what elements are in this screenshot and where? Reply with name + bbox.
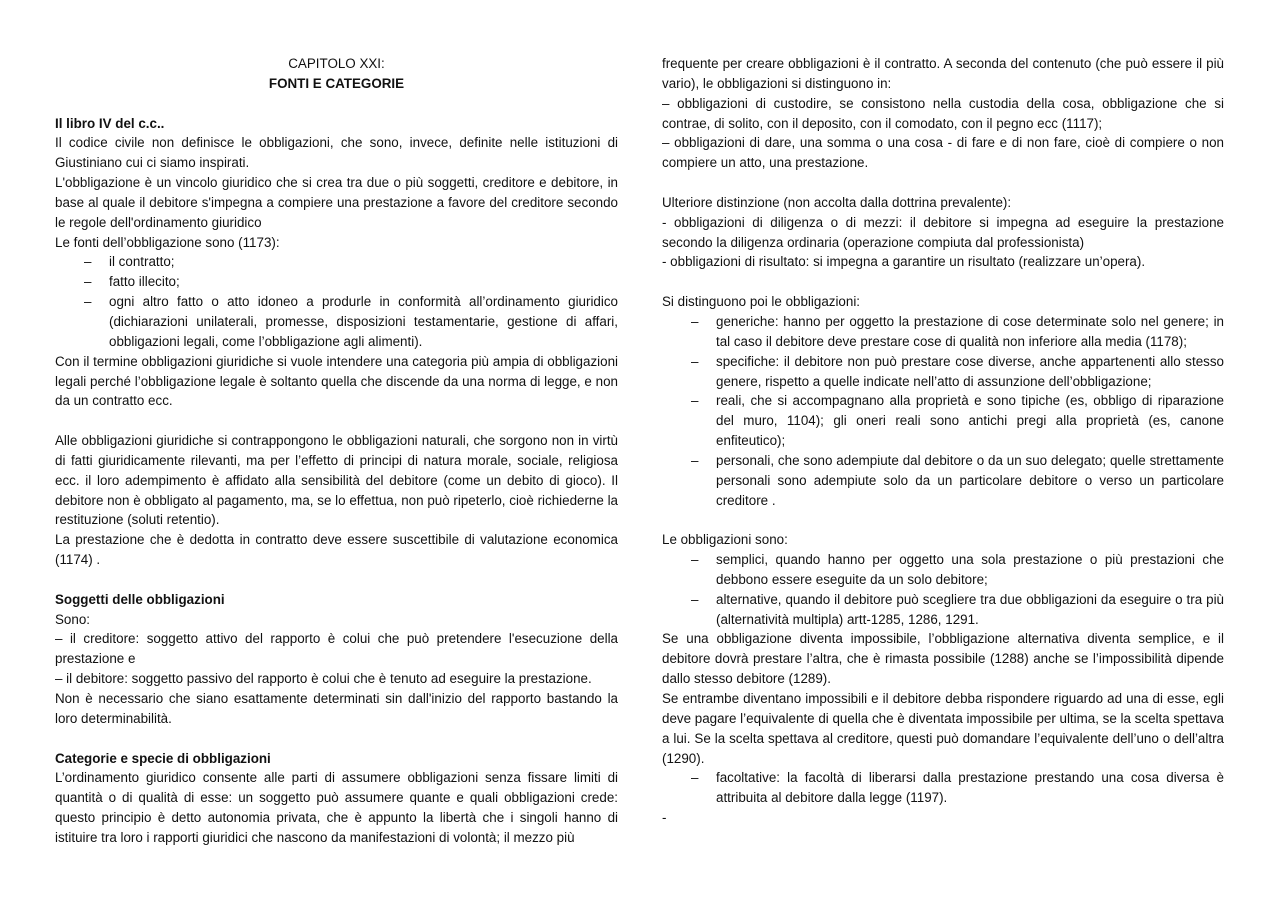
spacer [662, 173, 1224, 193]
paragraph: L’ordinamento giuridico consente alle parti di assumere obbligazioni senza fissare limiti di quantità o di qualità di esse: un soggetto può assumere quante e quali obbligazioni crede: questo principio è detto autonomia privata, che è appunto la libertà che i singoli hanno di istituire tra loro i rapporti giuridici che nascono da manifestazioni di volontà; il mezzo più [55, 770, 618, 845]
paragraph: Se una obbligazione diventa impossibile, l’obbligazione alternativa diventa semplice, e il debitore dovrà prestare l’altra, che è rimasta possibile (1288) anche se l’impossibilità dipende dallo stesso debitore (1289). [662, 631, 1224, 687]
paragraph: - obbligazioni di diligenza o di mezzi: il debitore si impegna ad eseguire la prestazione secondo la diligenza ordinaria (operazione compiuta dal professionista) [662, 214, 1224, 250]
paragraph: Sono: [55, 611, 90, 627]
chapter-title: FONTI E CATEGORIE [268, 75, 405, 91]
left-column [55, 54, 618, 848]
list-item: – reali, che si accompagnano alla proprietà e sono tipiche (es, obbligo di riparazione del muro, 1104); gli oneri reali sono antichi pregi alla proprietà (es, canone enfiteutico); [662, 391, 1224, 451]
list-item: – fatto illecito; [55, 272, 618, 292]
list-item: – il contratto; [55, 252, 618, 272]
right-column [662, 54, 1224, 828]
paragraph: Ulteriore distinzione (non accolta dalla dottrina prevalente): [662, 194, 1012, 210]
optional-list [662, 768, 1224, 808]
types-list [662, 312, 1224, 510]
paragraph: Con il termine obbligazioni giuridiche si vuole intendere una categoria più ampia di obbligazioni legali perché l’obbligazione legale è soltanto quella che discende da una norma di legge, e non da un contratto ecc. [55, 353, 618, 409]
list-item: – semplici, quando hanno per oggetto una sola prestazione o più prestazioni che debbono essere eseguite da un solo debitore; [662, 550, 1224, 590]
paragraph: Si distinguono poi le obbligazioni: [662, 294, 861, 310]
list-item: – specifiche: il debitore non può prestare cose diverse, anche appartenenti allo stesso genere, rispetto a quelle indicate nell’atto di assunzione dell’obbligazione; [662, 352, 1224, 392]
paragraph: L'obbligazione è un vincolo giuridico che si crea tra due o più soggetti, creditore e debitore, in base al quale il debitore s'impegna a compiere una prestazione a favore del creditore secondo le regole dell'ordinamento giuridico [55, 175, 618, 230]
spacer [662, 510, 1224, 530]
paragraph: Le obbligazioni sono: [662, 532, 788, 548]
spacer [55, 411, 618, 431]
sources-list [55, 252, 618, 351]
paragraph: frequente per creare obbligazioni è il contratto. A seconda del contenuto (che può essere il più vario), le obbligazioni si distinguono in: [662, 56, 1224, 91]
section-heading-libro-iv: Il libro IV del c.c.. [55, 115, 165, 131]
paragraph: – obbligazioni di dare, una somma o una cosa - di fare e di non fare, cioè di compiere o non compiere un atto, una prestazione. [662, 135, 1224, 171]
list-item: – generiche: hanno per oggetto la prestazione di cose determinate solo nel genere; in tal caso il debitore deve prestare cose di qualità non inferiore alla media (1178); [662, 312, 1224, 352]
kinds-list [662, 550, 1224, 629]
trailing-dash: - [662, 810, 667, 826]
paragraph: - obbligazioni di risultato: si impegna a garantire un risultato (realizzare un’opera). [662, 254, 1146, 270]
paragraph: Le fonti dell’obbligazione sono (1173): [55, 234, 280, 250]
section-heading-soggetti: Soggetti delle obbligazioni [55, 591, 225, 607]
list-item: – personali, che sono adempiute dal debitore o da un suo delegato; quelle strettamente personali sono adempiute solo da un particolare debitore o verso un particolare creditore . [662, 451, 1224, 511]
spacer [55, 729, 618, 749]
paragraph: Il codice civile non definisce le obbligazioni, che sono, invece, definite nelle istituzioni di Giustiniano cui ci siamo inspirati. [55, 135, 618, 171]
spacer [55, 94, 618, 114]
list-item: – alternative, quando il debitore può scegliere tra due obbligazioni da eseguire o tra più (alternatività multipla) artt-1285, 1286, 1291. [662, 590, 1224, 630]
spacer [662, 272, 1224, 292]
list-item: – ogni altro fatto o atto idoneo a produrle in conformità all’ordinamento giuridico (dichiarazioni unilaterali, promesse, disposizioni testamentarie, gestione di affari, obbligazioni legali, come l’obbligazione agli alimenti). [55, 292, 618, 352]
section-heading-categorie: Categorie e specie di obbligazioni [55, 750, 271, 766]
paragraph: Non è necessario che siano esattamente determinati sin dall'inizio del rapporto bastando la loro determinabilità. [55, 691, 618, 726]
paragraph: – obbligazioni di custodire, se consistono nella custodia della cosa, obbligazione che si contrae, di solito, con il deposito, con il comodato, con il pegno ecc (1117); [662, 95, 1224, 131]
paragraph: Alle obbligazioni giuridiche si contrappongono le obbligazioni naturali, che sorgono non in virtù di fatti giuridicamente rilevanti, ma per l’effetto di principi di natura morale, sociale, religiosa ecc. il loro adempimento è affidato alla sensibilità del debitore (come un debito di gioco). Il debitore non è obbligato al pagamento, ma, se lo effettua, non può ripeterlo, cioè richiederne la restituzione (soluti retentio). [55, 433, 618, 528]
chapter-number: CAPITOLO XXI: [288, 56, 385, 71]
paragraph: – il creditore: soggetto attivo del rapporto è colui che può pretendere l'esecuzione della prestazione e [55, 631, 618, 667]
list-item: – facoltative: la facoltà di liberarsi dalla prestazione prestando una cosa diversa è attribuita al debitore dalla legge (1197). [662, 768, 1224, 808]
paragraph: – il debitore: soggetto passivo del rapporto è colui che è tenuto ad eseguire la prestazione. [55, 671, 592, 687]
paragraph: La prestazione che è dedotta in contratto deve essere suscettibile di valutazione economica (1174) . [55, 532, 618, 568]
spacer [55, 570, 618, 590]
paragraph: Se entrambe diventano impossibili e il debitore debba rispondere riguardo ad una di esse, egli deve pagare l’equivalente di quella che è diventata impossibile per ultima, se la scelta spettava a lui. Se la scelta spettava al creditore, questi può domandare l’equivalente dell’uno o dell’altra (1290). [662, 691, 1225, 766]
